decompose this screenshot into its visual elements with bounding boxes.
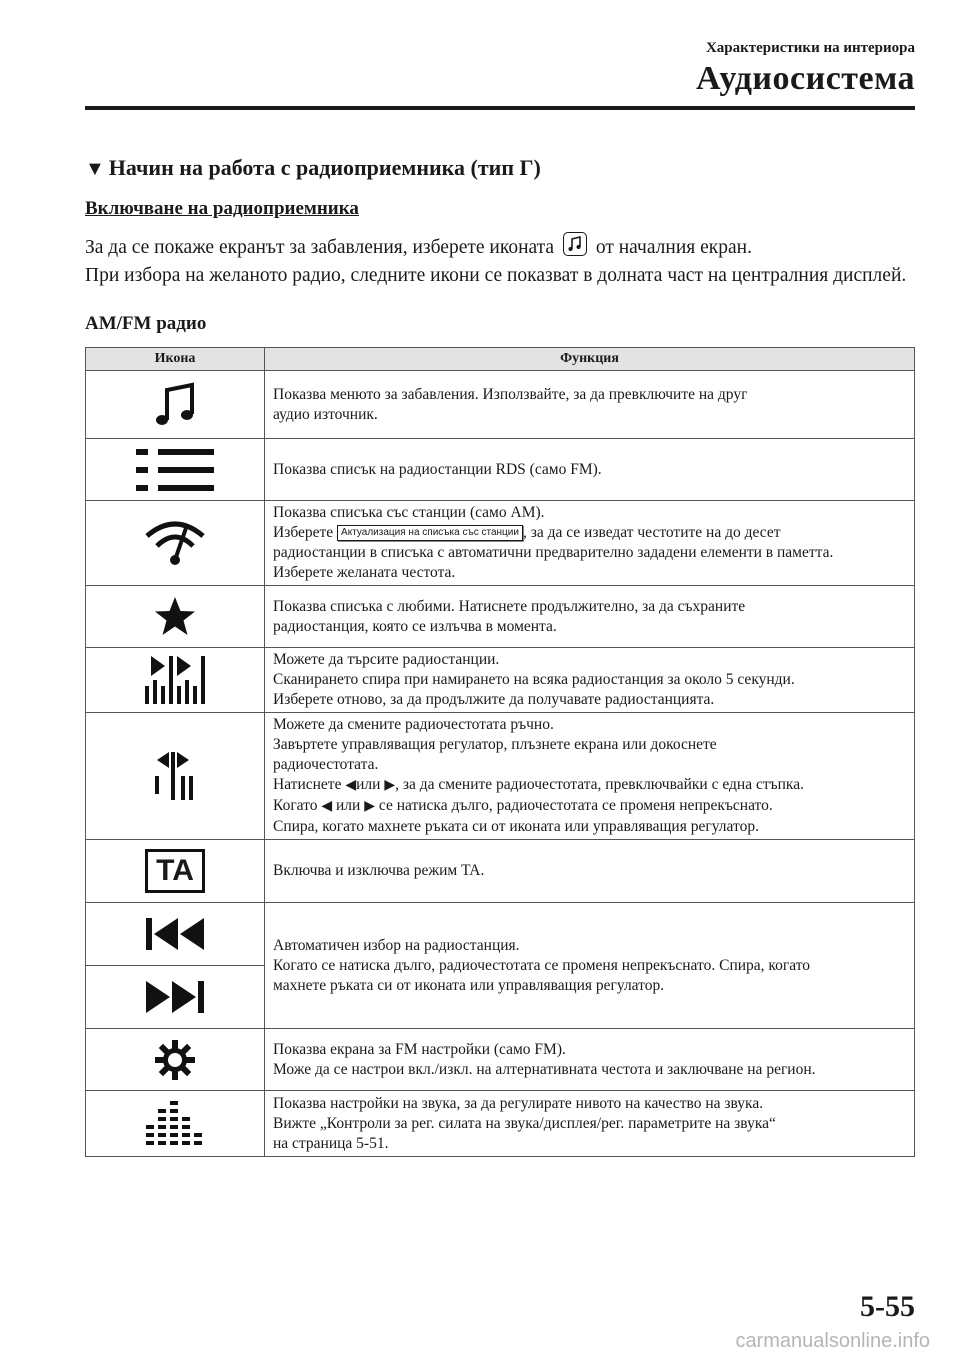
table-row [86,371,915,439]
ta-label: TA [145,849,205,893]
function-description [265,648,915,713]
function-description [265,586,915,648]
watermark: carmanualsonline.info [735,1330,930,1352]
table-row [86,903,915,966]
manual-tune-icon [86,713,265,840]
desc-line: радиочестотата. [273,756,379,773]
desc-line: Изберете отново, за да продължите да получавате радиостанцията. [273,691,715,708]
function-description [265,840,915,903]
update-station-list-button[interactable]: Актуализация на списъка със станции [337,525,523,541]
desc-line: на страница 5-51. [273,1134,389,1152]
desc-line: Вижте „Контроли за рег. силата на звука/дисплея/рег. параметрите на звука“ [273,1114,776,1132]
function-description [265,713,915,840]
function-description [265,1091,915,1157]
table-row [86,439,915,501]
page-title: Аудиосистема [696,60,915,97]
chapter-title: Характеристики на интериора [705,40,915,56]
table-row [86,1029,915,1091]
desc-line: Можете да търсите радиостанции. [273,651,500,668]
table-row [86,586,915,648]
intro-text-1a: За да се покаже екранът за забавления, изберете иконата [85,237,555,258]
function-description [265,1029,915,1091]
arrow-right-icon: ▶ [384,778,396,793]
music-note-icon [86,371,265,439]
desc-line: Когато се натиска дълго, радиочестотата се променя непрекъснато. Спира, когато [273,956,811,974]
page-number: 5-55 [860,1290,915,1323]
ta-icon [86,840,265,903]
desc-line: Показва екрана за FM настройки (само FM). [273,1040,566,1058]
desc-line: Показва списък на радиостанции RDS (само FM). [273,460,602,478]
intro-text-2: При избора на желаното радио, следните икони се показват в долната част на централния дисплей. [85,265,907,286]
desc-line: махнете ръката си от иконата или управляващия регулатор. [273,976,665,994]
desc-line: или [336,797,361,814]
sound-settings-icon [86,1091,265,1157]
seek-forward-icon [86,966,265,1029]
desc-line: Показва настройки на звука, за да регулирате нивото на качество на звука. [273,1094,764,1112]
table-row [86,1091,915,1157]
gear-icon [86,1029,265,1091]
scan-icon [86,648,265,713]
desc-line: Показва списъка със станции (само AM). [273,504,545,521]
star-icon [86,586,265,648]
function-table [85,347,915,1157]
desc-line: или [356,776,381,793]
table-header-row [86,348,915,371]
function-description [265,371,915,439]
header-divider [85,106,915,110]
desc-line: Може да се настрои вкл./изкл. на алтернативната честота и заключване на регион. [273,1060,816,1078]
station-list-icon [86,501,265,586]
section-heading [85,155,541,181]
desc-line: Завъртете управляващия регулатор, плъзнете екрана или докоснете [273,736,717,753]
desc-line: Спира, когато махнете ръката си от иконата или управляващия регулатор. [273,818,759,835]
desc-line: Включва и изключва режим TA. [273,862,485,879]
function-description [265,439,915,501]
table-row [86,648,915,713]
arrow-right-icon: ▶ [364,799,375,814]
desc-line: , за да се изведат честотите на до десет [522,524,781,541]
desc-line: радиостанция, която се излъчва в момента. [273,617,557,635]
desc-line: Автоматичен избор на радиостанция. [273,936,520,954]
rds-list-icon [86,439,265,501]
intro-text-1b: от началния екран. [595,237,752,258]
radio-type-heading: AM/FM радио [85,313,207,334]
arrow-left-icon: ◀ [321,799,333,814]
function-description [265,501,915,586]
triangle-marker-icon: ▼ [85,158,105,180]
table-row [86,713,915,840]
entertainment-note-icon [563,232,587,256]
desc-line: радиостанции в списъка с автоматични предварително зададени елементи в паметта. [273,544,834,561]
intro-paragraph [85,232,915,290]
desc-line: Показва списъка с любими. Натиснете продължително, за да съхраните [273,597,746,615]
desc-line: Изберете желаната честота. [273,564,456,581]
seek-back-icon [86,903,265,966]
section-heading-text: Начин на работа с радиоприемника (тип Г) [108,155,541,180]
table-row [86,840,915,903]
desc-line: Когато [273,797,318,814]
arrow-left-icon: ◀ [345,778,357,793]
function-description [265,903,915,1029]
desc-line: , за да смените радиочестотата, превключвайки с една стъпка. [395,776,804,793]
desc-line: Сканирането спира при намирането на всяка радиостанция за около 5 секунди. [273,671,795,688]
desc-line: се натиска дълго, радиочестотата се променя непрекъснато. [378,797,773,814]
desc-line: Можете да смените радиочестотата ръчно. [273,716,554,733]
column-header-icon: Икона [86,348,265,371]
desc-line: Показва менюто за забавления. Използвайте, за да превключите на друг [273,385,748,403]
subsection-heading: Включване на радиоприемника [85,198,359,219]
table-row [86,501,915,586]
desc-line: аудио източник. [273,405,378,423]
desc-line: Натиснете [273,776,342,793]
desc-line: Изберете [273,524,334,541]
column-header-function: Функция [265,348,915,371]
